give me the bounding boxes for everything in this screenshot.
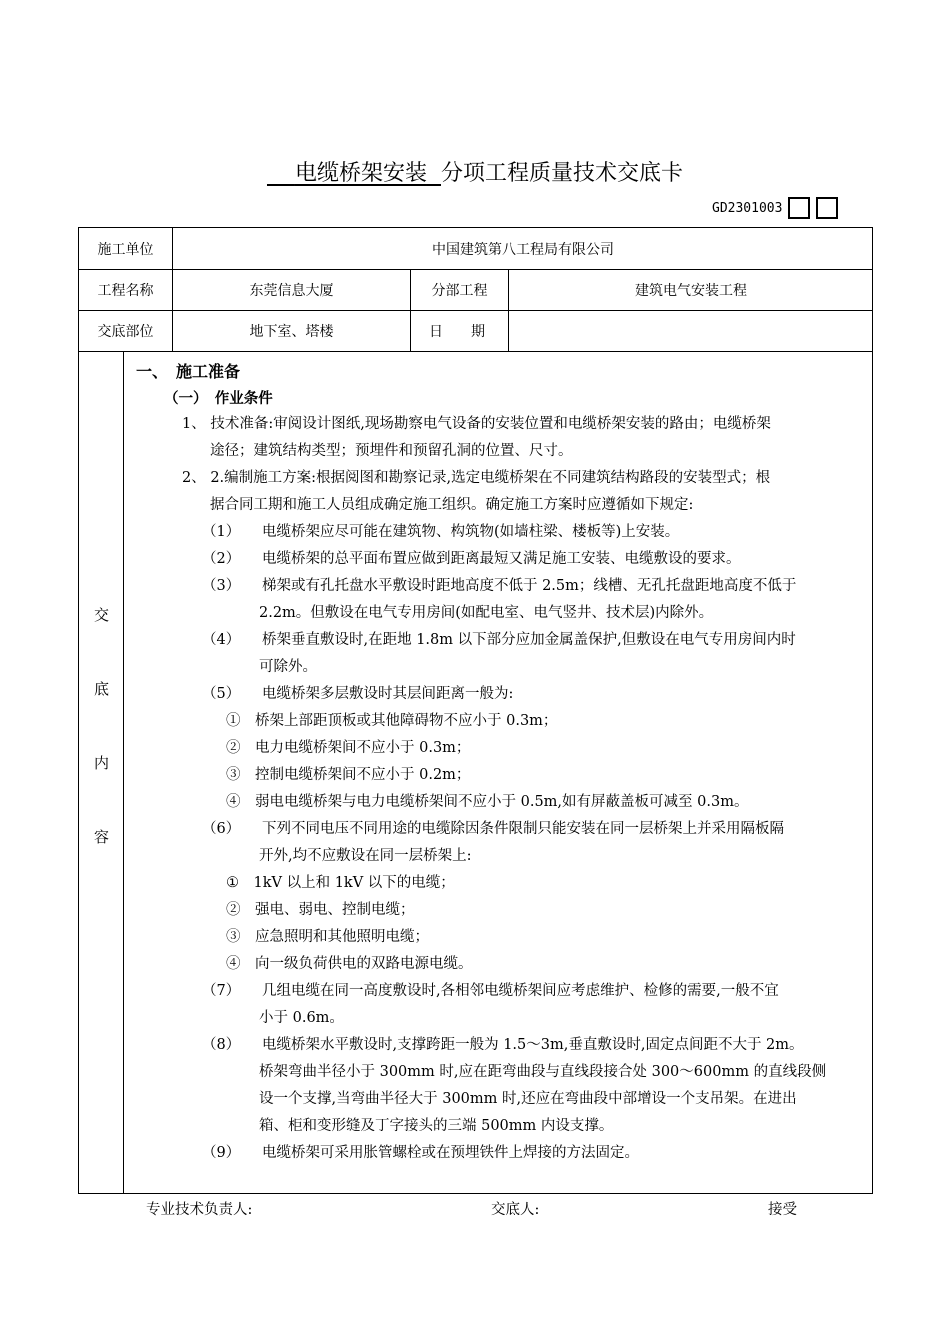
para-line-28: （9） 电缆桥架可采用胀管螺栓或在预埋铁件上焊接的方法固定。 — [202, 1145, 639, 1161]
document-title — [0, 156, 950, 187]
content-side-label — [79, 352, 124, 1194]
para-line-18: ① 1kV 以上和 1kV 以下的电缆； — [226, 875, 455, 891]
title-underlined-part: 电缆桥架安装 — [294, 161, 427, 186]
project-value: 东莞信息大厦 — [173, 270, 411, 310]
para-line-22: （7） 几组电缆在同一高度敷设时,各相邻电缆桥架间应考虑维护、检修的需要,一般不宜 — [202, 983, 779, 999]
para-line-12: ① 桥架上部距顶板或其他障碍物不应小于 0.3m； — [226, 713, 558, 729]
para-line-8: 2.2m。但敷设在电气专用房间(如配电室、电气竖井、技术层)内除外。 — [259, 605, 714, 621]
division-label: 分部工程 — [411, 270, 509, 310]
para-line-27: 箱、柜和变形缝及丁字接头的三端 500mm 内设支撑。 — [259, 1118, 614, 1134]
footer-receiver: 接受 — [768, 1202, 797, 1218]
para-line-16: （6） 下列不同电压不同用途的电缆除因条件限制只能安装在同一层桥架上并采用隔板隔 — [202, 821, 784, 837]
para-line-1: 1、 技术准备:审阅设计图纸,现场勘察电气设备的安装位置和电缆桥架安装的路由；电缆桥架 — [182, 416, 771, 432]
row-construction-unit — [79, 228, 872, 270]
location-label: 交底部位 — [79, 311, 173, 351]
project-label: 工程名称 — [79, 270, 173, 310]
footer-tech-lead: 专业技术负责人: — [146, 1202, 253, 1218]
para-line-6: （2） 电缆桥架的总平面布置应做到距离最短又满足施工安装、电缆敷设的要求。 — [202, 551, 741, 567]
location-value: 地下室、塔楼 — [173, 311, 411, 351]
para-line-21: ④ 向一级负荷供电的双路电源电缆。 — [226, 956, 473, 972]
document-number-text: GD2301003 — [712, 200, 783, 216]
division-value: 建筑电气安装工程 — [635, 283, 747, 299]
para-line-14: ③ 控制电缆桥架间不应小于 0.2m； — [226, 767, 471, 783]
side-char-2: 底 — [93, 680, 109, 698]
para-line-19: ② 强电、弱电、控制电缆； — [226, 902, 415, 918]
para-line-7: （3） 梯架或有孔托盘水平敷设时距地高度不低于 2.5m；线槽、无孔托盘距地高度不低于 — [202, 578, 797, 594]
para-line-13: ② 电力电缆桥架间不应小于 0.3m； — [226, 740, 471, 756]
side-char-1: 交 — [93, 606, 109, 624]
date-value — [509, 311, 873, 351]
date-label: 日 期 — [411, 311, 509, 351]
para-line-15: ④ 弱电电缆桥架与电力电缆桥架间不应小于 0.5m,如有屏蔽盖板可减至 0.3m。 — [226, 794, 749, 810]
para-line-20: ③ 应急照明和其他照明电缆； — [226, 929, 429, 945]
side-char-4: 容 — [93, 828, 109, 846]
para-line-5: （1） 电缆桥架应尽可能在建筑物、构筑物(如墙柱梁、楼板等)上安装。 — [202, 524, 680, 540]
row-project — [79, 270, 872, 311]
para-line-10: 可除外。 — [259, 659, 317, 675]
title-rest: 分项工程质量技术交底卡 — [440, 161, 683, 186]
checkbox-square-2 — [816, 197, 838, 219]
para-line-23: 小于 0.6m。 — [259, 1010, 344, 1026]
para-line-26: 设一个支撑,当弯曲半径大于 300mm 时,还应在弯曲段中部增设一个支吊架。在进出 — [259, 1091, 797, 1107]
unit-value: 中国建筑第八工程局有限公司 — [432, 241, 614, 258]
para-line-4: 据合同工期和施工人员组成确定施工组织。确定施工方案时应遵循如下规定: — [210, 497, 694, 513]
checkbox-square-1 — [788, 197, 810, 219]
side-char-3: 内 — [93, 754, 109, 772]
footer-discloser: 交底人: — [491, 1202, 540, 1218]
para-line-17: 开外,均不应敷设在同一层桥架上: — [259, 848, 472, 864]
section-subheading-1: （一） 作业条件 — [164, 391, 273, 407]
para-line-9: （4） 桥架垂直敷设时,在距地 1.8m 以下部分应加金属盖保护,但敷设在电气专用房间内时 — [202, 632, 796, 648]
para-line-25: 桥架弯曲半径小于 300mm 时,应在距弯曲段与直线段接合处 300～600mm 的直线段侧 — [259, 1064, 827, 1080]
para-line-24: （8） 电缆桥架水平敷设时,支撑跨距一般为 1.5～3m,垂直敷设时,固定点间距不大于 2m。 — [202, 1037, 804, 1053]
row-location — [79, 311, 872, 352]
unit-label: 施工单位 — [79, 228, 173, 269]
document-number — [712, 197, 838, 219]
disclosure-table — [78, 227, 873, 1194]
para-line-3: 2、 2.编制施工方案:根据阅图和勘察记录,选定电缆桥架在不同建筑结构路段的安装型式；根 — [182, 470, 771, 486]
para-line-11: （5） 电缆桥架多层敷设时其层间距离一般为: — [202, 686, 514, 702]
para-line-2: 途径；建筑结构类型；预埋件和预留孔洞的位置、尺寸。 — [210, 443, 573, 459]
section-heading-1: 一、 施工准备 — [136, 362, 241, 381]
